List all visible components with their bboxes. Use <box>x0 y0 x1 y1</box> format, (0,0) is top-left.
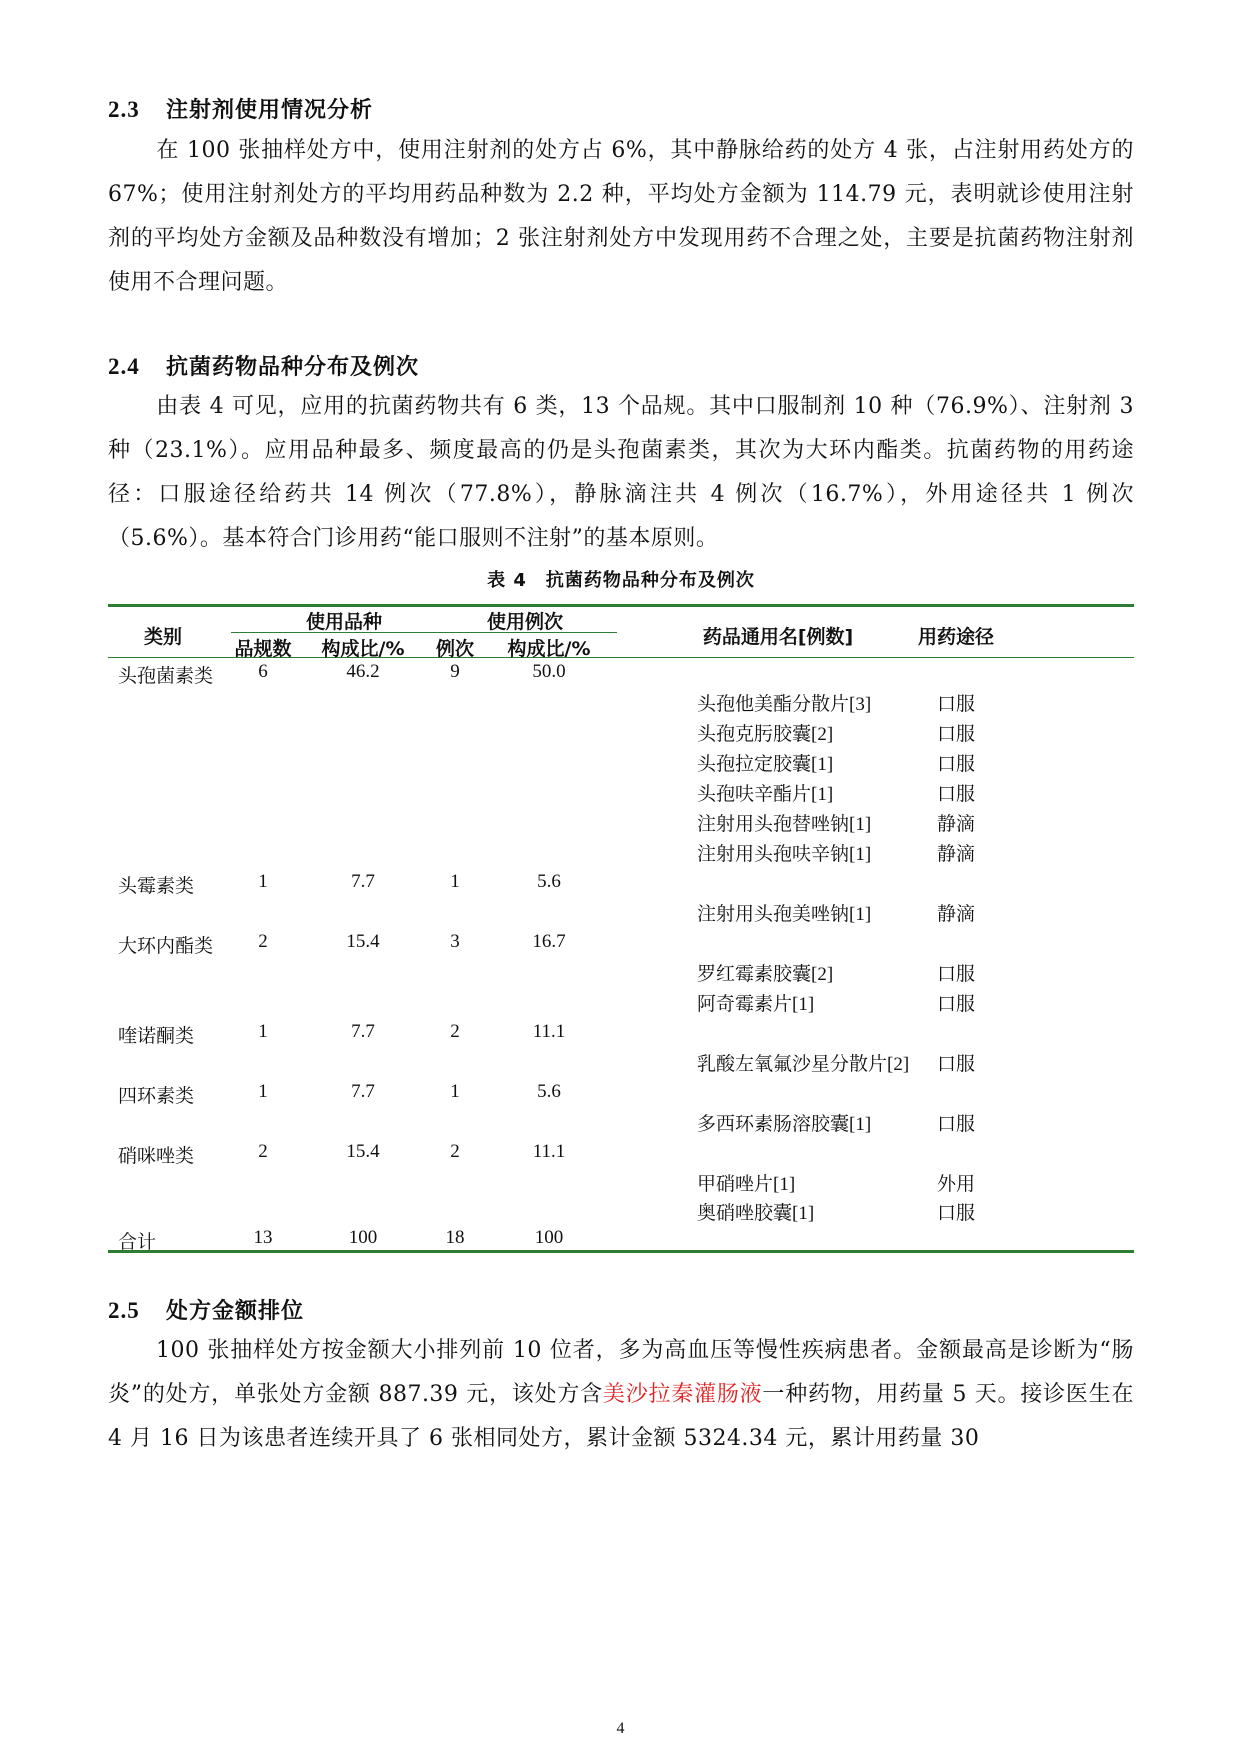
ratio1-cell: 15.4 <box>346 1141 380 1162</box>
drug-name-cell: 奥硝唑胶囊[1] <box>697 1203 815 1224</box>
paragraph-text-continued: 一种药物，用药量 5 天。接诊医生在 4 月 16 日为该患者连续开具了 6 张相同处方，累计金额 5324.34 元，累计用药量 30 <box>108 1382 1134 1451</box>
header-ratio2: 构成比/% <box>507 638 591 660</box>
route-cell: 口服 <box>936 724 975 745</box>
route-cell: 口服 <box>936 784 975 805</box>
route-cell: 静滴 <box>936 844 975 865</box>
paragraph-text: 在 100 张抽样处方中，使用注射剂的处方占 6%，其中静脉给药的处方 4 张，占注射用药处方的 67%；使用注射剂处方的平均用药品种数为 2.2 种，平均处方金额为 114.79 元，表明就诊使用注射剂的平均处方金额及品种数没有增加；2 张注射剂处方中发现用药不合理之处，主要是抗菌药物注射剂使用不合理问题。 <box>108 138 1134 295</box>
cases-cell: 1 <box>450 1081 460 1102</box>
section-2-4-heading <box>108 350 419 381</box>
section-number: 2.3 <box>108 97 140 122</box>
spec-count-cell: 1 <box>258 1021 268 1042</box>
header-drug-name: 药品通用名[例数] <box>702 626 854 648</box>
drug-name-cell: 头孢他美酯分散片[3] <box>697 694 872 715</box>
ratio2-cell: 100 <box>534 1227 564 1248</box>
route-cell: 外用 <box>936 1174 975 1195</box>
spec-count-cell: 6 <box>258 661 268 682</box>
table-caption: 表 4 抗菌药物品种分布及例次 <box>487 570 755 591</box>
route-cell: 口服 <box>936 1203 975 1224</box>
drug-name-cell: 乳酸左氧氟沙星分散片[2] <box>697 1054 910 1075</box>
ratio1-cell: 7.7 <box>351 1081 375 1102</box>
section-number: 2.5 <box>108 1298 140 1323</box>
paragraph-text: 由表 4 可见，应用的抗菌药物共有 6 类，13 个品规。其中口服制剂 10 种（76.9%）、注射剂 3 种（23.1%）。应用品种最多、频度最高的仍是头孢菌素类，其次为大环内酯类。抗菌药物的用药途径：口服途径给药共 14 例次（77.8%），静脉滴注共 4 例次（16.7%），外用途径共 1 例次（5.6%）。基本符合门诊用药“能口服则不注射”的基本原则。 <box>108 394 1134 551</box>
header-cases: 例次 <box>435 638 474 660</box>
category-cell: 头孢菌素类 <box>118 666 214 687</box>
drug-name-cell: 头孢克肟胶囊[2] <box>697 724 834 745</box>
route-cell: 口服 <box>936 1114 975 1135</box>
category-cell: 四环素类 <box>118 1086 195 1107</box>
section-2-5-body <box>108 1329 1134 1461</box>
ratio1-cell: 7.7 <box>351 1021 375 1042</box>
ratio1-cell: 7.7 <box>351 871 375 892</box>
drug-name-cell: 多西环素肠溶胶囊[1] <box>697 1114 872 1135</box>
route-cell: 口服 <box>936 964 975 985</box>
ratio1-cell: 100 <box>348 1227 378 1248</box>
cases-cell: 9 <box>450 661 460 682</box>
cases-cell: 3 <box>450 931 460 952</box>
total-label-cell: 合计 <box>118 1232 157 1253</box>
drug-name-cell: 头孢呋辛酯片[1] <box>697 784 834 805</box>
header-usage-varieties: 使用品种 <box>305 611 382 633</box>
section-2-3-body <box>108 129 1134 305</box>
category-cell: 硝咪唑类 <box>118 1146 195 1167</box>
header-spec-count: 品规数 <box>234 638 292 660</box>
route-cell: 静滴 <box>936 814 975 835</box>
spec-count-cell: 13 <box>253 1227 273 1248</box>
page-number: 4 <box>616 1720 625 1737</box>
category-cell: 头霉素类 <box>118 876 195 897</box>
spec-count-cell: 1 <box>258 871 268 892</box>
drug-name-cell: 甲硝唑片[1] <box>697 1174 796 1195</box>
drug-name-cell: 头孢拉定胶囊[1] <box>697 754 834 775</box>
drug-name-cell: 阿奇霉素片[1] <box>697 994 815 1015</box>
ratio2-cell: 11.1 <box>532 1021 566 1042</box>
drug-name-cell: 注射用头孢美唑钠[1] <box>697 904 872 925</box>
ratio2-cell: 16.7 <box>532 931 566 952</box>
ratio2-cell: 5.6 <box>537 1081 561 1102</box>
route-cell: 静滴 <box>936 904 975 925</box>
section-2-4-body <box>108 385 1134 561</box>
section-2-3-heading <box>108 93 373 124</box>
ratio1-cell: 15.4 <box>346 931 380 952</box>
category-cell: 喹诺酮类 <box>118 1026 195 1047</box>
header-category: 类别 <box>143 626 182 648</box>
paragraph-text: 100 张抽样处方按金额大小排列前 10 位者，多为高血压等慢性疾病患者。金额最高是诊断为“肠炎”的处方，单张处方金额 887.39 元，该处方含 <box>108 1338 1134 1407</box>
spec-count-cell: 2 <box>258 931 268 952</box>
drug-name-cell: 注射用头孢替唑钠[1] <box>697 814 872 835</box>
ratio1-cell: 46.2 <box>346 661 380 682</box>
header-usage-cases: 使用例次 <box>486 611 563 633</box>
section-title: 处方金额排位 <box>166 1299 305 1324</box>
route-cell: 口服 <box>936 1054 975 1075</box>
cases-cell: 1 <box>450 871 460 892</box>
spec-count-cell: 2 <box>258 1141 268 1162</box>
header-ratio1: 构成比/% <box>321 638 405 660</box>
header-route: 用药途径 <box>917 626 994 648</box>
route-cell: 口服 <box>936 994 975 1015</box>
section-title: 注射剂使用情况分析 <box>166 98 374 123</box>
category-cell: 大环内酯类 <box>118 936 214 957</box>
drug-name-cell: 注射用头孢呋辛钠[1] <box>697 844 872 865</box>
cases-cell: 2 <box>450 1021 460 1042</box>
ratio2-cell: 50.0 <box>532 661 566 682</box>
cases-cell: 2 <box>450 1141 460 1162</box>
cases-cell: 18 <box>445 1227 465 1248</box>
route-cell: 口服 <box>936 754 975 775</box>
section-number: 2.4 <box>108 354 140 379</box>
section-title: 抗菌药物品种分布及例次 <box>166 355 420 380</box>
section-2-5-heading <box>108 1294 304 1325</box>
drug-name-cell: 罗红霉素胶囊[2] <box>697 964 834 985</box>
spec-count-cell: 1 <box>258 1081 268 1102</box>
ratio2-cell: 11.1 <box>532 1141 566 1162</box>
ratio2-cell: 5.6 <box>537 871 561 892</box>
route-cell: 口服 <box>936 694 975 715</box>
highlighted-drug-name: 美沙拉秦灌肠液 <box>602 1382 763 1407</box>
table-bottom-rule <box>108 1250 1134 1253</box>
